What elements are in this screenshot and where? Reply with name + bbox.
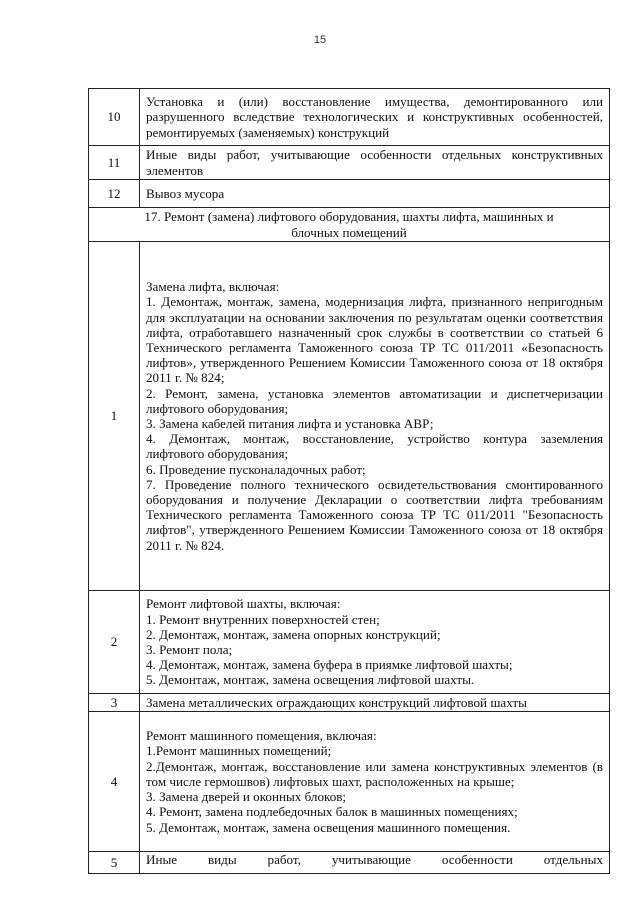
row-number: 1 <box>89 242 140 591</box>
row-number: 5 <box>89 852 140 874</box>
description-line: 3. Замена кабелей питания лифта и установка АВР; <box>146 416 434 431</box>
description-line: 3. Ремонт пола; <box>146 642 233 657</box>
description-line: 4. Ремонт, замена подлебедочных балок в машинных помещениях; <box>146 804 518 820</box>
table-row <box>89 180 610 208</box>
description-line: Иные виды работ, учитывающие особенности отдельных конструктивных элементов <box>146 147 603 178</box>
description-line: Иные виды работ, учитывающие особенности отдельных <box>146 852 603 867</box>
row-number: 3 <box>89 694 140 712</box>
table-row <box>89 591 610 694</box>
table-row <box>89 242 610 591</box>
row-description <box>140 852 610 874</box>
page-number: 15 <box>313 34 327 46</box>
row-number: 12 <box>89 180 140 208</box>
table-row <box>89 694 610 712</box>
description-line: 1. Ремонт внутренних поверхностей стен; <box>146 611 380 627</box>
row-description <box>140 694 610 712</box>
row-description <box>140 89 610 146</box>
description-line: Замена металлических ограждающих конструкций лифтовой шахты <box>146 694 527 710</box>
description-line: Замена лифта, включая: <box>146 279 280 295</box>
table-row <box>89 146 610 180</box>
works-table <box>88 88 610 874</box>
row-description <box>140 180 610 208</box>
row-number: 2 <box>89 591 140 694</box>
description-line: 2. Ремонт, замена, установка элементов автоматизации и диспетчеризации лифтового оборудования; <box>146 385 603 416</box>
row-number: 10 <box>89 89 140 146</box>
description-line: Ремонт машинного помещения, включая: <box>146 728 377 744</box>
description-line: 7. Проведение полного технического освидетельствования смонтированного оборудования и получение Декларации о соответствии лифта требованиям Технического регламента Таможенного союза ТР ТС 011/2011 "Безопасность лифтов", утвержденного Решением Комиссии Таможенного союза от 18 октября 2011 г. № 824. <box>146 476 603 553</box>
description-line: 3. Замена дверей и оконных блоков; <box>146 789 347 805</box>
description-line: 4. Демонтаж, монтаж, замена буфера в приямке лифтовой шахты; <box>146 657 513 673</box>
table-row <box>89 852 610 874</box>
row-description <box>140 242 610 591</box>
table-row <box>89 89 610 146</box>
description-line: 6. Проведение пусконаладочных работ; <box>146 461 366 477</box>
description-line: Ремонт лифтовой шахты, включая: <box>146 596 341 612</box>
table-row <box>89 712 610 852</box>
section-header-row <box>89 208 610 242</box>
description-line: 5. Демонтаж, монтаж, замена освещения машинного помещения. <box>146 819 511 835</box>
description-line: 4. Демонтаж, монтаж, восстановление, устройство контура заземления лифтового оборудования; <box>146 431 603 462</box>
description-line: 2. Демонтаж, монтаж, замена опорных конструкций; <box>146 626 441 642</box>
description-line: Вывоз мусора <box>146 185 225 201</box>
description-line: 5. Демонтаж, монтаж, замена освещения лифтовой шахты. <box>146 672 475 688</box>
section-title: 17. Ремонт (замена) лифтового оборудования, шахты лифта, машинных и блочных помещений <box>89 208 610 242</box>
description-line: 2.Демонтаж, монтаж, восстановление или замена конструктивных элементов (в том числе гермошвов) лифтовых шахт, расположенных на крыше; <box>146 758 603 789</box>
description-line: 1. Демонтаж, монтаж, замена, модернизация лифта, признанного непригодным для эксплуатации на основании заключения по результатам оценки соответствия лифта, отработавшего назначенный срок службы в соответствии со статьей 6 Технического регламента Таможенного союза ТР ТС 011/2011 «Безопасность лифтов», утвержденного Решением Комиссии Таможенного союза от 18 октября 2011 г. № 824; <box>146 294 603 386</box>
row-number: 11 <box>89 146 140 180</box>
description-line: Установка и (или) восстановление имущества, демонтированного или разрушенного вследствие технологических и конструктивных особенностей, ремонтируемых (заменяемых) конструкций <box>146 94 603 140</box>
description-line: 1.Ремонт машинных помещений; <box>146 743 332 759</box>
row-description <box>140 591 610 694</box>
row-description <box>140 712 610 852</box>
row-description <box>140 146 610 180</box>
row-number: 4 <box>89 712 140 852</box>
